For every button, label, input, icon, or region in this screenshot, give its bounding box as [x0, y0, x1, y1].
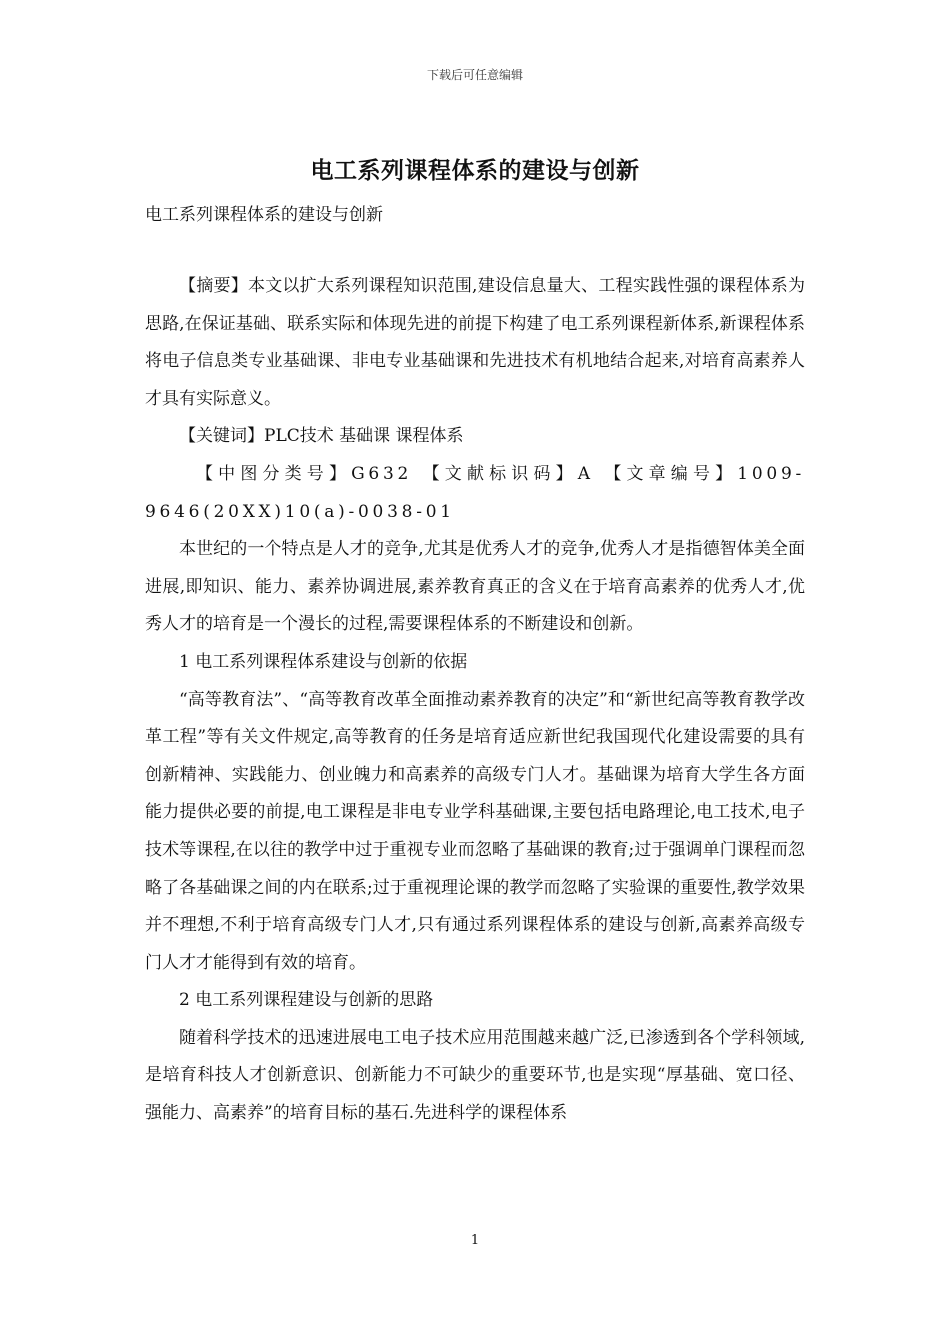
intro-paragraph: 本世纪的一个特点是人才的竞争,尤其是优秀人才的竞争,优秀人才是指德智体美全面进展,即知识、能力、素养协调进展,素养教育真正的含义在于培育高素养的优秀人才,优秀人才的培育是一个漫长的过程,需要课程体系的不断建设和创新。 [145, 539, 805, 635]
section-1-heading: 1 电工系列课程体系建设与创新的依据 [179, 651, 468, 672]
document-body [145, 268, 805, 1133]
section-1-paragraph: “高等教育法”、“高等教育改革全面推动素养教育的决定”和“新世纪高等教育教学改革工程”等有关文件规定,高等教育的任务是培育适应新世纪我国现代化建设需要的具有创新精神、实践能力、创业魄力和高素养的高级专门人才。基础课为培育大学生各方面能力提供必要的前提,电工课程是非电专业学科基础课,主要包括电路理论,电工技术,电子技术等课程,在以往的教学中过于重视专业而忽略了基础课的教育;过于强调单门课程而忽略了各基础课之间的内在联系;过于重视理论课的教学而忽略了实验课的重要性,教学效果并不理想,不利于培育高级专门人才,只有通过系列课程体系的建设与创新,高素养高级专门人才才能得到有效的培育。 [145, 689, 805, 973]
classification-paragraph: 【中图分类号】G632 【文献标识码】A 【文章编号】1009-9646(20XX)10(a)-0038-01 [145, 463, 805, 522]
document-title: 电工系列课程体系的建设与创新 [310, 158, 640, 184]
keywords-paragraph: 【关键词】PLC技术 基础课 课程体系 [179, 426, 464, 447]
abstract-paragraph: 【摘要】本文以扩大系列课程知识范围,建设信息量大、工程实践性强的课程体系为思路,在保证基础、联系实际和体现先进的前提下构建了电工系列课程新体系,新课程体系将电子信息类专业基础课、非电专业基础课和先进技术有机地结合起来,对培育高素养人才具有实际意义。 [145, 276, 805, 409]
section-2-heading: 2 电工系列课程建设与创新的思路 [179, 990, 434, 1011]
section-2-paragraph: 随着科学技术的迅速进展电工电子技术应用范围越来越广泛,已渗透到各个学科领域,是培育科技人才创新意识、创新能力不可缺少的重要环节,也是实现“厚基础、宽口径、强能力、高素养”的培育目标的基石.先进科学的课程体系 [145, 1027, 805, 1124]
header-note: 下载后可任意编辑 [426, 68, 523, 82]
page-number: 1 [470, 1233, 480, 1248]
document-subtitle: 电工系列课程体系的建设与创新 [145, 205, 383, 225]
